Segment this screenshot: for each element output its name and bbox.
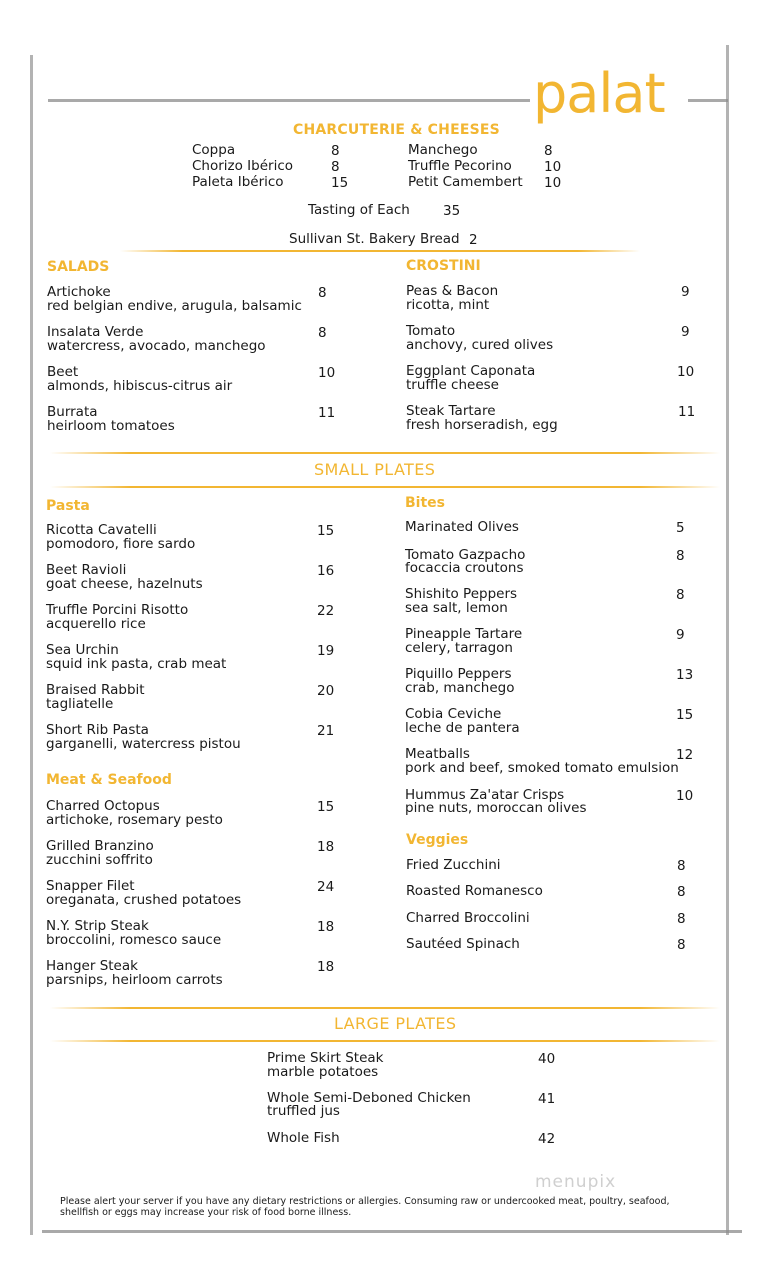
crostini-item: Peas & Bacon xyxy=(406,283,499,299)
veggie-item: Sautéed Spinach xyxy=(406,936,520,952)
divider-rule xyxy=(50,1007,720,1009)
meat-price: 18 xyxy=(317,919,335,935)
veggie-price: 8 xyxy=(677,937,686,953)
meat-desc: zucchini soffrito xyxy=(46,852,153,868)
meat-desc: oreganata, crushed potatoes xyxy=(46,892,242,908)
charcuterie-item: Paleta Ibérico xyxy=(192,174,284,190)
divider-rule xyxy=(50,452,720,454)
large-item: Whole Semi-Deboned Chicken xyxy=(267,1090,471,1106)
bites-desc: sea salt, lemon xyxy=(405,600,508,616)
large-item: Prime Skirt Steak xyxy=(267,1050,384,1066)
salads-title: SALADS xyxy=(47,259,110,275)
salad-price: 8 xyxy=(318,285,327,301)
bites-item: Cobia Ceviche xyxy=(405,706,502,722)
crostini-item: Steak Tartare xyxy=(406,403,496,419)
bread-price: 2 xyxy=(469,232,478,248)
pasta-title: Pasta xyxy=(46,498,90,514)
salad-desc: red belgian endive, arugula, balsamic xyxy=(47,298,302,314)
large-price: 42 xyxy=(538,1131,556,1147)
salad-item: Artichoke xyxy=(47,284,111,300)
meat-desc: parsnips, heirloom carrots xyxy=(46,972,223,988)
meat-desc: broccolini, romesco sauce xyxy=(46,932,222,948)
bites-desc: focaccia croutons xyxy=(405,560,524,576)
large-price: 40 xyxy=(538,1051,556,1067)
charcuterie-title: CHARCUTERIE & CHEESES xyxy=(293,122,500,138)
crostini-desc: anchovy, cured olives xyxy=(406,337,554,353)
tasting-price: 35 xyxy=(443,203,461,219)
veggies-title: Veggies xyxy=(406,832,469,848)
bites-item: Piquillo Peppers xyxy=(405,666,512,682)
salad-desc: watercress, avocado, manchego xyxy=(47,338,266,354)
tasting-item: Tasting of Each xyxy=(308,202,410,218)
meat-item: Grilled Branzino xyxy=(46,838,154,854)
pasta-item: Braised Rabbit xyxy=(46,682,145,698)
salad-price: 10 xyxy=(318,365,336,381)
crostini-price: 9 xyxy=(681,284,690,300)
meat-item: Hanger Steak xyxy=(46,958,138,974)
salad-item: Insalata Verde xyxy=(47,324,144,340)
bites-title: Bites xyxy=(405,495,445,511)
pasta-desc: acquerello rice xyxy=(46,616,146,632)
veggie-item: Roasted Romanesco xyxy=(406,883,543,899)
salad-desc: heirloom tomatoes xyxy=(47,418,175,434)
pasta-price: 19 xyxy=(317,643,335,659)
salad-item: Beet xyxy=(47,364,79,380)
meat-item: Charred Octopus xyxy=(46,798,160,814)
crostini-title: CROSTINI xyxy=(406,258,481,274)
large-desc: truffled jus xyxy=(267,1103,340,1119)
crostini-desc: ricotta, mint xyxy=(406,297,490,313)
bites-item: Marinated Olives xyxy=(405,519,519,535)
bites-item: Hummus Za'atar Crisps xyxy=(405,787,565,803)
pasta-item: Beet Ravioli xyxy=(46,562,127,578)
bites-price: 5 xyxy=(676,520,685,536)
bites-item: Meatballs xyxy=(405,746,470,762)
cheese-price: 10 xyxy=(544,175,562,191)
bites-item: Pineapple Tartare xyxy=(405,626,523,642)
bites-price: 8 xyxy=(676,548,685,564)
pasta-price: 20 xyxy=(317,683,335,699)
salad-item: Burrata xyxy=(47,404,98,420)
pasta-desc: garganelli, watercress pistou xyxy=(46,736,241,752)
pasta-item: Ricotta Cavatelli xyxy=(46,522,157,538)
bites-price: 13 xyxy=(676,667,694,683)
bites-desc: leche de pantera xyxy=(405,720,520,736)
salad-price: 11 xyxy=(318,405,336,421)
large-plates-title: LARGE PLATES xyxy=(334,1014,457,1033)
veggie-price: 8 xyxy=(677,911,686,927)
charcuterie-price: 15 xyxy=(331,175,349,191)
meat-price: 24 xyxy=(317,879,335,895)
allergy-disclaimer: Please alert your server if you have any dietary restrictions or allergies. Consuming raw or undercooked meat, poultry, seafood, shellfish or eggs may increase your risk of food borne illness. xyxy=(60,1196,670,1218)
cheese-item: Petit Camembert xyxy=(408,174,523,190)
salad-desc: almonds, hibiscus-citrus air xyxy=(47,378,233,394)
veggie-item: Charred Broccolini xyxy=(406,910,530,926)
charcuterie-item: Chorizo Ibérico xyxy=(192,158,294,174)
bites-item: Shishito Peppers xyxy=(405,586,518,602)
charcuterie-price: 8 xyxy=(331,159,340,175)
cheese-price: 10 xyxy=(544,159,562,175)
large-item: Whole Fish xyxy=(267,1130,340,1146)
crostini-price: 11 xyxy=(678,404,696,420)
small-plates-title: SMALL PLATES xyxy=(314,460,436,479)
bites-price: 15 xyxy=(676,707,694,723)
divider-rule xyxy=(50,1040,720,1042)
cheese-price: 8 xyxy=(544,143,553,159)
pasta-price: 21 xyxy=(317,723,335,739)
veggie-price: 8 xyxy=(677,884,686,900)
veggie-price: 8 xyxy=(677,858,686,874)
crostini-item: Eggplant Caponata xyxy=(406,363,536,379)
meat-price: 15 xyxy=(317,799,335,815)
pasta-desc: pomodoro, fiore sardo xyxy=(46,536,196,552)
meat-desc: artichoke, rosemary pesto xyxy=(46,812,223,828)
pasta-desc: squid ink pasta, crab meat xyxy=(46,656,227,672)
pasta-item: Truffle Porcini Risotto xyxy=(46,602,189,618)
pasta-item: Sea Urchin xyxy=(46,642,119,658)
bites-desc: pine nuts, moroccan olives xyxy=(405,800,587,816)
cheese-item: Manchego xyxy=(408,142,478,158)
bites-desc: celery, tarragon xyxy=(405,640,513,656)
left-border xyxy=(30,55,33,1235)
divider-rule xyxy=(120,250,640,252)
bites-price: 10 xyxy=(676,788,694,804)
crostini-desc: truffle cheese xyxy=(406,377,499,393)
pasta-item: Short Rib Pasta xyxy=(46,722,149,738)
watermark: menupix xyxy=(535,1172,617,1192)
cheese-item: Truffle Pecorino xyxy=(408,158,512,174)
bites-desc: crab, manchego xyxy=(405,680,515,696)
pasta-price: 15 xyxy=(317,523,335,539)
pasta-desc: tagliatelle xyxy=(46,696,114,712)
meat-seafood-title: Meat & Seafood xyxy=(46,772,172,788)
meat-price: 18 xyxy=(317,959,335,975)
crostini-price: 10 xyxy=(677,364,695,380)
large-desc: marble potatoes xyxy=(267,1064,379,1080)
large-price: 41 xyxy=(538,1091,556,1107)
bread-item: Sullivan St. Bakery Bread xyxy=(289,231,460,247)
palat-logo: palat xyxy=(533,62,665,125)
divider-rule xyxy=(50,486,720,488)
bites-desc: pork and beef, smoked tomato emulsion xyxy=(405,760,679,776)
bites-price: 9 xyxy=(676,627,685,643)
pasta-price: 16 xyxy=(317,563,335,579)
crostini-desc: fresh horseradish, egg xyxy=(406,417,558,433)
meat-item: Snapper Filet xyxy=(46,878,135,894)
bites-price: 8 xyxy=(676,587,685,603)
charcuterie-item: Coppa xyxy=(192,142,236,158)
bites-price: 12 xyxy=(676,747,694,763)
top-border xyxy=(48,99,530,102)
salad-price: 8 xyxy=(318,325,327,341)
veggie-item: Fried Zucchini xyxy=(406,857,501,873)
pasta-desc: goat cheese, hazelnuts xyxy=(46,576,203,592)
bites-item: Tomato Gazpacho xyxy=(405,547,526,563)
crostini-price: 9 xyxy=(681,324,690,340)
charcuterie-price: 8 xyxy=(331,143,340,159)
meat-item: N.Y. Strip Steak xyxy=(46,918,149,934)
crostini-item: Tomato xyxy=(406,323,456,339)
meat-price: 18 xyxy=(317,839,335,855)
bottom-border xyxy=(42,1230,742,1233)
right-border xyxy=(726,45,729,1235)
top-border-right xyxy=(688,99,728,102)
pasta-price: 22 xyxy=(317,603,335,619)
